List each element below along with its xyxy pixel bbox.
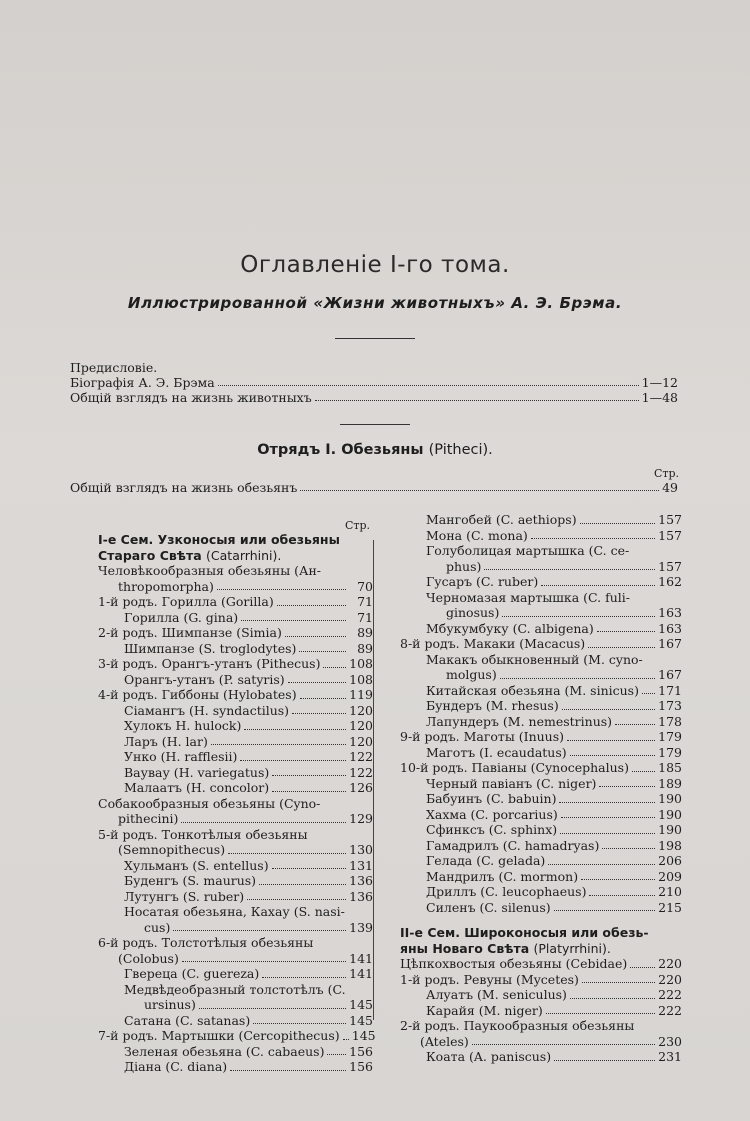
entry-page: 71 bbox=[357, 594, 373, 609]
entry-text: Маготъ (I. ecaudatus) bbox=[426, 744, 567, 760]
order-heading: Отрядъ I. Обезьяны (Pitheci). bbox=[257, 442, 493, 458]
entry-page: 108 bbox=[349, 656, 373, 671]
toc-entry bbox=[400, 838, 682, 854]
entry-text: 4-й родъ. Гиббоны (Hylobates) bbox=[98, 687, 297, 702]
entry-text: Гелада (C. gelada) bbox=[426, 853, 546, 868]
entry-text: Гвереца (C. guereza) bbox=[124, 966, 260, 981]
entry-page: 141 bbox=[349, 966, 373, 981]
entry-text: Лутунгъ (S. ruber) bbox=[124, 888, 245, 904]
toc-entry bbox=[98, 827, 373, 843]
leader-dots bbox=[531, 538, 655, 539]
entry-page: 210 bbox=[658, 884, 682, 899]
entry-page: 222 bbox=[658, 987, 682, 1002]
toc-entry bbox=[400, 900, 682, 916]
entry-text: 3-й родъ. Орангъ-утанъ (Pithecus) bbox=[98, 656, 321, 671]
entry-page: 122 bbox=[349, 749, 373, 764]
leader-dots bbox=[589, 895, 655, 896]
entry-page: 130 bbox=[349, 842, 373, 857]
general-entry: Общій взглядъ на жизнь обезьянъ 49 bbox=[70, 480, 678, 495]
toc-entry bbox=[98, 1059, 373, 1075]
entry-page: 139 bbox=[349, 919, 373, 935]
leader-dots bbox=[580, 523, 655, 524]
entry-text: Сіамангъ (H. syndactilus) bbox=[124, 702, 290, 718]
leader-dots bbox=[581, 879, 655, 880]
toc-entry bbox=[400, 652, 682, 668]
entry-page: 209 bbox=[658, 868, 682, 884]
entry-page: 145 bbox=[351, 1028, 376, 1043]
toc-entry bbox=[400, 590, 682, 606]
entry-text: Діана (C. diana) bbox=[124, 1059, 228, 1074]
entry-page: 157 bbox=[658, 558, 682, 574]
right-entries-2 bbox=[400, 956, 682, 1065]
toc-entry bbox=[98, 904, 373, 920]
leader-dots bbox=[299, 651, 346, 652]
entry-text: 2-й родъ. Паукообразныя обезьяны bbox=[400, 1018, 635, 1033]
entry-page: 126 bbox=[349, 780, 373, 795]
entry-text: Черномазая мартышка (C. fuli- bbox=[426, 589, 630, 605]
entry-text: 10-й родъ. Павіаны (Cynocephalus) bbox=[400, 760, 629, 775]
toc-entry bbox=[98, 610, 373, 626]
toc-entry bbox=[98, 935, 373, 951]
entry-page: 131 bbox=[349, 857, 373, 873]
entry-text: Хахма (C. porcarius) bbox=[426, 806, 558, 822]
entry-text: Китайская обезьяна (M. sinicus) bbox=[426, 682, 639, 698]
entry-text: Лапундеръ (M. nemestrinus) bbox=[426, 713, 613, 729]
leader-dots bbox=[570, 755, 655, 756]
entry-text: Ларъ (H. lar) bbox=[124, 733, 208, 749]
entry-page: 190 bbox=[658, 822, 682, 837]
entry-text: Мангобей (C. aethiops) bbox=[426, 512, 577, 527]
toc-entry bbox=[98, 687, 373, 703]
leader-dots bbox=[277, 605, 346, 606]
toc-entry bbox=[98, 718, 373, 734]
entry-page: 206 bbox=[658, 853, 682, 868]
entry-text: (Semnopithecus) bbox=[118, 842, 226, 857]
entry-text: Коата (A. paniscus) bbox=[426, 1049, 552, 1064]
toc-entry bbox=[98, 625, 373, 641]
entry-text: molgus) bbox=[446, 667, 497, 682]
toc-entry bbox=[98, 966, 373, 982]
entry-text: Бабуинъ (C. babuin) bbox=[426, 791, 557, 806]
column-divider bbox=[373, 540, 374, 1020]
leader-dots bbox=[632, 771, 655, 772]
toc-entry bbox=[400, 822, 682, 838]
leader-dots bbox=[272, 868, 346, 869]
leader-dots bbox=[182, 961, 346, 962]
leader-dots bbox=[602, 848, 655, 849]
entry-text: Черный павіанъ (C. niger) bbox=[426, 775, 597, 791]
entry-page: 178 bbox=[658, 713, 682, 729]
leader-dots bbox=[240, 760, 346, 761]
toc-entry bbox=[98, 563, 373, 579]
leader-dots bbox=[500, 678, 655, 679]
entry-text: cus) bbox=[144, 919, 171, 935]
entry-text: Мбукумбуку (C. albigena) bbox=[426, 620, 594, 636]
entry-page: 222 bbox=[658, 1002, 682, 1018]
toc-entry bbox=[98, 641, 373, 657]
front-matter-list bbox=[70, 360, 678, 405]
entry-text: Гамадрилъ (C. hamadryas) bbox=[426, 837, 600, 853]
toc-entry bbox=[400, 714, 682, 730]
entry-page: 70 bbox=[357, 578, 373, 594]
str-label-general: Стр. bbox=[654, 467, 680, 480]
toc-entry bbox=[400, 621, 682, 637]
entry-page: 190 bbox=[658, 791, 682, 806]
leader-dots bbox=[217, 589, 346, 590]
entry-text: Голуболицая мартышка (C. се- bbox=[426, 543, 630, 558]
toc-entry bbox=[400, 683, 682, 699]
entry-text: Малаатъ (H. concolor) bbox=[124, 780, 270, 795]
entry-page: 129 bbox=[349, 811, 373, 826]
leader-dots bbox=[567, 740, 655, 741]
leader-dots bbox=[599, 786, 655, 787]
toc-entry bbox=[98, 982, 373, 998]
entry-text: phus) bbox=[446, 558, 482, 574]
entry-text: thropomorpha) bbox=[118, 578, 214, 594]
toc-entry bbox=[98, 594, 373, 610]
leader-dots bbox=[562, 709, 655, 710]
leader-dots bbox=[548, 864, 655, 865]
leader-dots bbox=[554, 1060, 655, 1061]
entry-page: 171 bbox=[658, 682, 682, 698]
entry-page: 122 bbox=[349, 764, 373, 780]
entry-text: Ваувау (H. variegatus) bbox=[124, 764, 270, 780]
leader-dots bbox=[211, 744, 346, 745]
entry-text: Носатая обезьяна, Кахау (S. nasi- bbox=[124, 904, 345, 919]
leader-dots bbox=[484, 569, 655, 570]
leader-dots bbox=[244, 729, 346, 730]
entry-text: Орангъ-утанъ (P. satyris) bbox=[124, 671, 285, 687]
entry-page: 220 bbox=[658, 956, 682, 971]
leader-dots bbox=[292, 713, 346, 714]
toc-entry bbox=[400, 869, 682, 885]
toc-entry bbox=[98, 656, 373, 672]
toc-entry bbox=[400, 956, 682, 972]
toc-entry bbox=[98, 672, 373, 688]
leader-dots bbox=[327, 1054, 346, 1055]
entry-page: 167 bbox=[658, 667, 682, 682]
entry-text: Алуатъ (M. seniculus) bbox=[426, 987, 567, 1002]
toc-entry bbox=[400, 1003, 682, 1019]
entry-text: 7-й родъ. Мартышки (Cercopithecus) bbox=[98, 1028, 340, 1043]
toc-entry bbox=[98, 858, 373, 874]
leader-dots bbox=[642, 693, 655, 694]
entry-page: 136 bbox=[349, 873, 373, 888]
entry-page: 120 bbox=[349, 702, 373, 718]
entry-text: Мона (C. mona) bbox=[426, 527, 528, 543]
entry-page: 157 bbox=[658, 527, 682, 543]
front-item-preface: Предисловіе. bbox=[70, 360, 158, 375]
entry-text: Силенъ (C. silenus) bbox=[426, 899, 551, 915]
entry-text: 1-й родъ. Ревуны (Mycetes) bbox=[400, 971, 579, 987]
entry-text: Бундеръ (M. rhesus) bbox=[426, 698, 559, 713]
leader-dots bbox=[199, 1008, 346, 1009]
entry-text: Собакообразныя обезьяны (Cyno- bbox=[98, 795, 321, 811]
toc-entry bbox=[400, 776, 682, 792]
toc-entry bbox=[98, 997, 373, 1013]
entry-text: Шимпанзе (S. troglodytes) bbox=[124, 640, 297, 656]
divider-mid bbox=[340, 424, 410, 425]
entry-page: 190 bbox=[658, 806, 682, 822]
leader-dots bbox=[181, 822, 346, 823]
leader-dots bbox=[285, 636, 346, 637]
leader-dots bbox=[559, 802, 655, 803]
leader-dots bbox=[588, 647, 655, 648]
entry-page: 141 bbox=[349, 950, 373, 966]
entry-page: 119 bbox=[349, 687, 373, 702]
entry-text: 6-й родъ. Толстотѣлыя обезьяны bbox=[98, 935, 314, 950]
toc-entry bbox=[98, 579, 373, 595]
entry-page: 89 bbox=[357, 625, 373, 640]
entry-page: 231 bbox=[658, 1049, 682, 1064]
front-item-overview: Общій взглядъ на жизнь животныхъ 1—48 bbox=[70, 390, 678, 405]
leader-dots bbox=[272, 775, 346, 776]
entry-text: 5-й родъ. Тонкотѣлыя обезьяны bbox=[98, 826, 308, 842]
leader-dots bbox=[582, 982, 655, 983]
entry-page: 198 bbox=[658, 837, 682, 853]
entry-page: 71 bbox=[357, 609, 373, 625]
toc-entry bbox=[400, 574, 682, 590]
leader-dots bbox=[541, 585, 655, 586]
entry-page: 163 bbox=[658, 605, 682, 620]
toc-entry bbox=[98, 734, 373, 750]
entry-text: Унко (H. rafflesii) bbox=[124, 749, 238, 764]
toc-entry bbox=[400, 528, 682, 544]
entry-page: 179 bbox=[658, 744, 682, 760]
toc-entry bbox=[400, 760, 682, 776]
toc-entry bbox=[400, 729, 682, 745]
toc-entry bbox=[400, 791, 682, 807]
entry-text: 1-й родъ. Горилла (Gorilla) bbox=[98, 594, 274, 609]
entry-text: (Colobus) bbox=[118, 950, 179, 966]
entry-text: Хульманъ (S. entellus) bbox=[124, 857, 269, 873]
toc-entry bbox=[400, 636, 682, 652]
leader-dots bbox=[597, 631, 655, 632]
divider-top bbox=[335, 338, 415, 339]
leader-dots bbox=[554, 910, 655, 911]
toc-entry bbox=[400, 559, 682, 575]
leader-dots bbox=[230, 1070, 346, 1071]
page-title: Оглавленіе I-го тома. bbox=[240, 252, 510, 278]
entry-text: ursinus) bbox=[144, 997, 196, 1012]
entry-page: 145 bbox=[349, 1012, 373, 1028]
leader-dots bbox=[323, 667, 346, 668]
toc-entry bbox=[98, 1028, 376, 1044]
entry-text: Медвѣдеобразный толстотѣлъ (C. bbox=[124, 981, 346, 997]
leader-dots bbox=[630, 967, 655, 968]
family-heading-2: II-е Сем. Широконосыя или обезь- яны Новаго Свѣта (Platyrrhini). bbox=[400, 925, 649, 956]
leader-dots bbox=[259, 884, 346, 885]
toc-entry bbox=[98, 873, 373, 889]
toc-entry bbox=[98, 749, 373, 765]
entry-page: 189 bbox=[658, 775, 682, 791]
toc-entry bbox=[400, 1049, 682, 1065]
entry-text: Макакъ обыкновенный (M. cyno- bbox=[426, 651, 643, 667]
leader-dots bbox=[288, 682, 346, 683]
entry-page: 179 bbox=[658, 729, 682, 744]
leader-dots bbox=[241, 620, 346, 621]
entry-page: 157 bbox=[658, 512, 682, 527]
toc-entry bbox=[400, 1018, 682, 1034]
entry-page: 136 bbox=[349, 888, 373, 904]
leader-dots bbox=[570, 998, 655, 999]
leader-dots bbox=[173, 930, 346, 931]
leader-dots bbox=[300, 698, 346, 699]
entry-text: Хулокъ H. hulock) bbox=[124, 718, 242, 733]
entry-page: 156 bbox=[349, 1059, 373, 1074]
entry-text: ginosus) bbox=[446, 605, 500, 620]
entry-page: 163 bbox=[658, 620, 682, 636]
toc-entry bbox=[98, 765, 373, 781]
entry-page: 120 bbox=[349, 733, 373, 749]
leader-dots bbox=[247, 899, 346, 900]
leader-dots bbox=[561, 817, 655, 818]
page-subtitle: Иллюстрированной «Жизни животныхъ» А. Э. Брэма. bbox=[127, 294, 623, 312]
entry-text: Сфинксъ (C. sphinx) bbox=[426, 822, 558, 837]
toc-entry bbox=[400, 543, 682, 559]
toc-entry bbox=[400, 807, 682, 823]
leader-dots bbox=[472, 1044, 655, 1045]
entry-text: Цѣпкохвостыя обезьяны (Cebidae) bbox=[400, 956, 628, 971]
toc-entry bbox=[98, 796, 373, 812]
left-entries bbox=[98, 563, 376, 1075]
leader-dots bbox=[615, 724, 655, 725]
right-entries bbox=[400, 512, 682, 915]
entry-text: 8-й родъ. Макаки (Macacus) bbox=[400, 636, 586, 651]
toc-entry bbox=[400, 512, 682, 528]
leader-dots bbox=[272, 791, 346, 792]
toc-entry bbox=[98, 842, 373, 858]
leader-dots bbox=[546, 1013, 655, 1014]
leader-dots bbox=[253, 1023, 346, 1024]
entry-page: 230 bbox=[658, 1033, 682, 1049]
str-label-left: Стр. bbox=[345, 519, 371, 532]
entry-text: Мандрилъ (C. mormon) bbox=[426, 868, 579, 884]
right-column bbox=[400, 512, 682, 1065]
entry-text: Гусаръ (C. ruber) bbox=[426, 574, 539, 589]
toc-entry bbox=[98, 920, 373, 936]
entry-text: Человѣкообразныя обезьяны (Ан- bbox=[98, 563, 322, 578]
entry-page: 89 bbox=[357, 640, 373, 656]
family-heading: I-е Сем. Узконосыя или обезьяны Стараго Свѣта (Catarrhini). bbox=[98, 532, 340, 563]
toc-entry bbox=[98, 889, 373, 905]
toc-entry bbox=[400, 853, 682, 869]
entry-text: Горилла (G. gina) bbox=[124, 609, 239, 625]
entry-text: 2-й родъ. Шимпанзе (Simia) bbox=[98, 625, 282, 640]
toc-entry bbox=[400, 745, 682, 761]
entry-text: 9-й родъ. Маготы (Inuus) bbox=[400, 729, 565, 744]
toc-entry bbox=[400, 972, 682, 988]
toc-entry bbox=[98, 1044, 373, 1060]
toc-entry bbox=[98, 1013, 373, 1029]
entry-page: 120 bbox=[349, 718, 373, 733]
entry-page: 156 bbox=[349, 1043, 373, 1059]
toc-entry bbox=[400, 1034, 682, 1050]
entry-text: Сатана (C. satanas) bbox=[124, 1012, 251, 1028]
entry-text: Дриллъ (C. leucophaeus) bbox=[426, 884, 587, 899]
entry-text: Карайя (M. niger) bbox=[426, 1002, 543, 1018]
leader-dots bbox=[560, 833, 655, 834]
toc-entry bbox=[98, 951, 373, 967]
entry-page: 220 bbox=[658, 971, 682, 987]
toc-entry bbox=[98, 780, 373, 796]
toc-entry bbox=[98, 703, 373, 719]
leader-dots bbox=[262, 977, 346, 978]
entry-text: Буденгъ (S. maurus) bbox=[124, 873, 257, 888]
entry-text: (Ateles) bbox=[420, 1033, 469, 1049]
entry-page: 173 bbox=[658, 698, 682, 713]
leader-dots bbox=[343, 1039, 349, 1040]
toc-entry bbox=[400, 605, 682, 621]
entry-page: 145 bbox=[349, 997, 373, 1012]
entry-text: pithecini) bbox=[118, 811, 179, 826]
toc-entry bbox=[400, 987, 682, 1003]
left-column bbox=[98, 532, 376, 1075]
toc-entry bbox=[400, 667, 682, 683]
entry-page: 162 bbox=[658, 574, 682, 589]
entry-page: 215 bbox=[658, 899, 682, 915]
entry-text: Зеленая обезьяна (C. cabaeus) bbox=[124, 1043, 325, 1059]
entry-page: 185 bbox=[658, 760, 682, 775]
entry-page: 167 bbox=[658, 636, 682, 651]
toc-entry bbox=[98, 811, 373, 827]
leader-dots bbox=[502, 616, 655, 617]
front-item-biography: Біографія А. Э. Брэма 1—12 bbox=[70, 375, 678, 390]
toc-entry bbox=[400, 698, 682, 714]
toc-entry bbox=[400, 884, 682, 900]
entry-page: 108 bbox=[349, 671, 373, 687]
leader-dots bbox=[228, 853, 346, 854]
